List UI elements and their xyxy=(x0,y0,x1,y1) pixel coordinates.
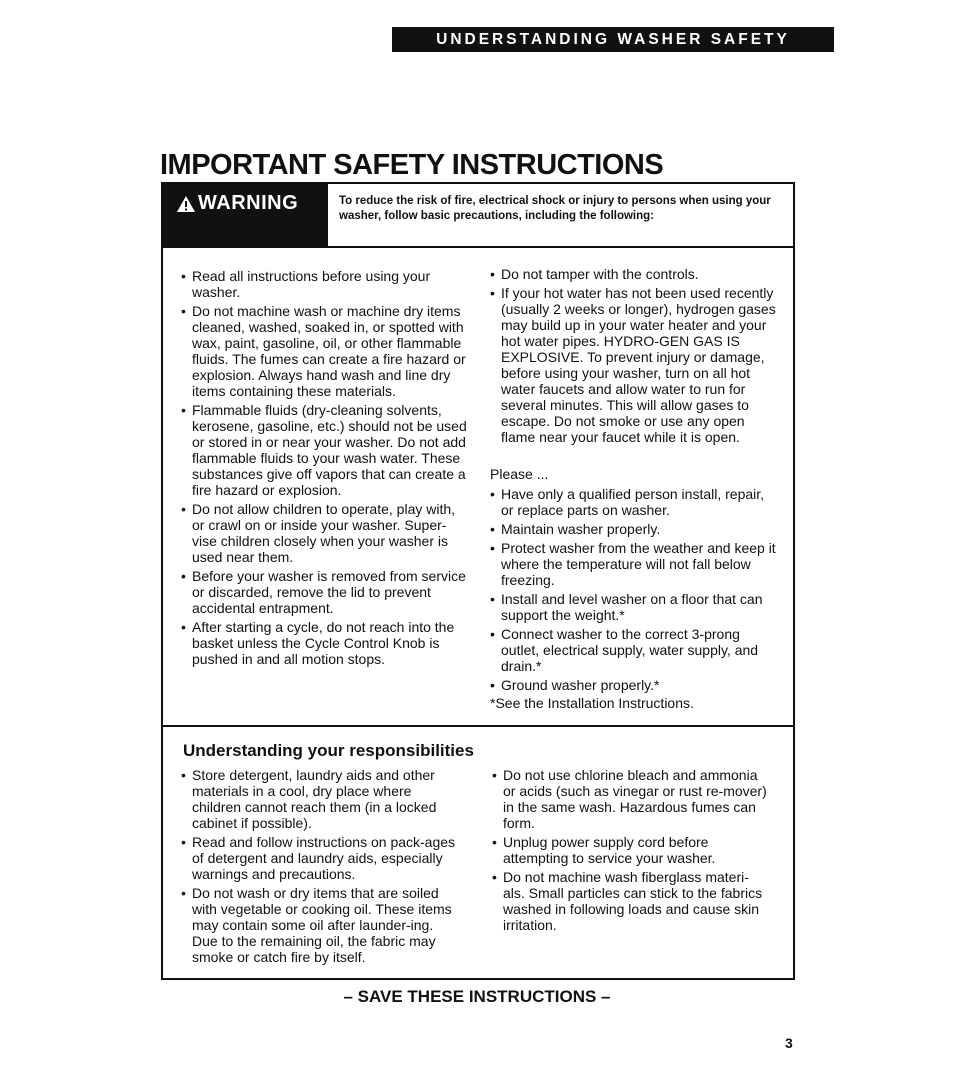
section-divider xyxy=(163,725,793,727)
list-item: • Ground washer properly.* xyxy=(490,677,780,693)
please-text: Please ... xyxy=(490,466,549,482)
warning-text: To reduce the risk of fire, electrical shock or injury to persons when using your washer, follow basic precautions, including the following: xyxy=(339,195,771,222)
list-item: • Maintain washer properly. xyxy=(490,521,780,537)
warning-triangle-icon xyxy=(176,195,196,213)
list-item: • Install and level washer on a floor that can support the weight.* xyxy=(490,591,780,623)
list-item: • Protect washer from the weather and keep it where the temperature will not fall below freezing. xyxy=(490,540,780,588)
list-item: • Do not use chlorine bleach and ammonia or acids (such as vinegar or rust re-mover) in the same wash. Hazardous fumes can form. xyxy=(492,767,770,831)
page-number: 3 xyxy=(785,1035,793,1051)
list-item: • Store detergent, laundry aids and other materials in a cool, dry place where children cannot reach them (in a locked cabinet if possible). xyxy=(181,767,457,831)
list-item: • Before your washer is removed from service or discarded, remove the lid to prevent accidental entrapment. xyxy=(181,568,469,616)
safety-list-right-please xyxy=(490,486,780,696)
list-item: • Connect washer to the correct 3-prong outlet, electrical supply, water supply, and drain.* xyxy=(490,626,780,674)
responsibilities-list-right xyxy=(492,767,770,936)
list-item: • Unplug power supply cord before attempting to service your washer. xyxy=(492,834,770,866)
list-item: • Do not machine wash fiberglass materi-als. Small particles can stick to the fabrics washed in following loads and cause skin irritation. xyxy=(492,869,770,933)
list-item: • Read and follow instructions on pack-ages of detergent and laundry aids, especially warnings and precautions. xyxy=(181,834,457,882)
list-item: • Do not wash or dry items that are soiled with vegetable or cooking oil. These items may contain some oil after launder-ing. Due to the remaining oil, the fabric may smoke or catch fire by itself. xyxy=(181,885,457,965)
list-item: • Have only a qualified person install, repair, or replace parts on washer. xyxy=(490,486,780,518)
save-instructions-text: – SAVE THESE INSTRUCTIONS – xyxy=(343,987,611,1006)
list-item: • Do not machine wash or machine dry items cleaned, washed, soaked in, or spotted with wax, paint, gasoline, oil, or other flammable fluids. The fumes can create a fire hazard or explosion. Always hand wash and line dry items containing these materials. xyxy=(181,303,469,399)
list-item: • Flammable fluids (dry-cleaning solvents, kerosene, gasoline, etc.) should not be used or stored in or near your washer. Do not add flammable fluids to your wash water. These substances give off vapors that can create a fire hazard or explosion. xyxy=(181,402,469,498)
safety-list-right xyxy=(490,266,780,448)
list-item: • After starting a cycle, do not reach into the basket unless the Cycle Control Knob is pushed in and all motion stops. xyxy=(181,619,469,667)
list-item: • Read all instructions before using your washer. xyxy=(181,268,469,300)
safety-list-left xyxy=(181,268,469,670)
responsibilities-list-left xyxy=(181,767,457,968)
safety-instructions-box xyxy=(161,182,795,980)
page-title: IMPORTANT SAFETY INSTRUCTIONS xyxy=(160,149,664,181)
section-title-banner: UNDERSTANDING WASHER SAFETY xyxy=(392,27,834,52)
warning-label-text: WARNING xyxy=(198,192,299,214)
warning-label xyxy=(176,192,298,215)
warning-label-block xyxy=(163,184,326,248)
list-item: • Do not tamper with the controls. xyxy=(490,266,780,282)
list-item: • Do not allow children to operate, play with, or crawl on or inside your washer. Super-vise children closely when your washer is used near them. xyxy=(181,501,469,565)
warning-text-box xyxy=(326,184,794,248)
list-item: • If your hot water has not been used recently (usually 2 weeks or longer), hydrogen gases may build up in your water heater and your hot water pipes. HYDRO-GEN GAS IS EXPLOSIVE. To prevent injury or damage, before using your washer, turn on all hot water faucets and allow water to run for several minutes. This will allow gases to escape. Do not smoke or use any open flame near your faucet while it is open. xyxy=(490,285,780,445)
installation-footnote: *See the Installation Instructions. xyxy=(490,695,694,711)
responsibilities-heading: Understanding your responsibilities xyxy=(183,741,474,760)
